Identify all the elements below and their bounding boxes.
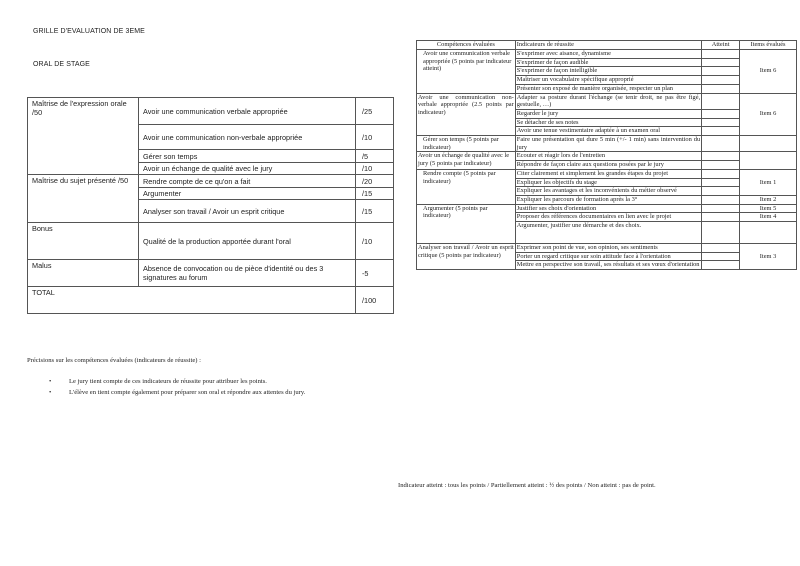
header-indicators: Indicateurs de réussite [515, 41, 701, 50]
atteint-cell [702, 50, 740, 59]
header-items: Items évalués [740, 41, 797, 50]
indicator-cell: Ecouter et réagir lors de l'entretien [515, 152, 701, 161]
category-cell: Maîtrise du sujet présenté /50 [28, 175, 139, 223]
competence-cell: Rendre compte (5 points par indicateur) [417, 169, 516, 204]
competence-cell: Avoir une communication non- verbale appropriée (2.5 points par indicateur) [417, 93, 516, 136]
atteint-cell [702, 195, 740, 204]
page-title: GRILLE D'EVALUATION DE 3EME [33, 28, 145, 35]
item-cell [740, 152, 797, 169]
atteint-cell [702, 127, 740, 136]
scoring-note: Indicateur atteint : tous les points / Partiellement atteint : ½ des points / Non atteint : pas de point. [398, 482, 656, 489]
indicator-cell: Faire une présentation qui dure 5 min (+/- 1 min) sans intervention du jury [516, 136, 701, 151]
criterion-cell: Avoir un échange de qualité avec le jury [139, 163, 356, 175]
atteint-cell [702, 213, 740, 222]
points-cell: /15 [356, 200, 394, 223]
points-cell: /10 [356, 223, 394, 260]
indicator-cell: Expliquer les parcours de formation après la 3° [515, 195, 701, 204]
item-cell: Item 6 [740, 50, 797, 94]
competence-cell: Gérer son temps (5 points par indicateur) [417, 136, 516, 152]
indicator-cell: Répondre de façon claire aux questions posées par le jury [515, 161, 701, 170]
table-row [28, 175, 394, 188]
item-cell: Item 4 [740, 213, 797, 222]
competence-cell: Avoir une communication verbale appropriée (5 points par indicateur atteint) [417, 50, 516, 94]
indicator-cell: Justifier ses choix d'orientation [515, 204, 701, 213]
competence-cell: Avoir un échange de qualité avec le jury (5 points par indicateur) [417, 152, 516, 169]
points-cell: /10 [356, 125, 394, 150]
table-row [417, 152, 797, 161]
total-points-cell: /100 [356, 287, 394, 314]
table-row [28, 98, 394, 125]
table-row [417, 136, 797, 152]
indicator-cell: Expliquer les objectifs du stage [515, 178, 701, 187]
competence-cell: Analyser son travail / Avoir un esprit critique (5 points par indicateur) [417, 244, 516, 270]
points-cell: /5 [356, 150, 394, 163]
atteint-cell [702, 204, 740, 213]
list-item [27, 378, 397, 385]
criterion-cell: Qualité de la production apportée durant l'oral [139, 223, 356, 260]
indicator-cell: Regarder le jury [515, 109, 701, 118]
table-row [417, 93, 797, 109]
atteint-cell [702, 169, 740, 178]
atteint-cell [702, 152, 740, 161]
indicator-cell: Avoir une tenue vestimentaire adaptée à un examen oral [515, 127, 701, 136]
criterion-cell: Absence de convocation ou de pièce d'identité ou des 3 signatures au forum [139, 260, 356, 287]
table-row [417, 244, 797, 253]
atteint-cell [702, 109, 740, 118]
indicator-cell: Proposer des références documentaires en lien avec le projet [515, 213, 701, 222]
criterion-cell: Argumenter [139, 188, 356, 200]
item-cell: Item 3 [740, 244, 797, 270]
criterion-cell: Avoir une communication non-verbale appropriée [139, 125, 356, 150]
note-text: Le jury tient compte de ces indicateurs de réussite pour attribuer les points. [69, 378, 267, 385]
item-cell: Item 2 [740, 195, 797, 204]
atteint-cell [702, 187, 740, 196]
indicator-cell: Présenter son exposé de manière organisée, respecter un plan [515, 84, 701, 93]
indicator-cell: Argumenter, justifier une démarche et des choix. [515, 222, 701, 244]
indicator-cell: Adapter sa posture durant l'échange (se tenir droit, ne pas être figé, gestuelle, …) [516, 93, 701, 109]
points-cell: /25 [356, 98, 394, 125]
table-row [417, 204, 797, 213]
notes-list [27, 378, 397, 400]
indicator-cell: S'exprimer de façon audible [515, 58, 701, 67]
grading-table [27, 97, 394, 314]
criterion-cell: Avoir une communication verbale appropriée [139, 98, 356, 125]
notes-heading: Précisions sur les compétences évaluées (indicateurs de réussite) : [27, 357, 201, 364]
points-cell: /15 [356, 188, 394, 200]
atteint-cell [702, 178, 740, 187]
item-cell [740, 222, 797, 244]
atteint-cell [702, 136, 740, 152]
atteint-cell [702, 67, 740, 76]
bullet-icon: • [49, 378, 52, 385]
atteint-cell [702, 118, 740, 127]
criterion-cell: Rendre compte de ce qu'on a fait [139, 175, 356, 188]
header-atteint: Atteint [702, 41, 740, 50]
note-text: L'élève en tient compte également pour préparer son oral et répondre aux attentes du jury. [69, 389, 306, 396]
table-row [28, 287, 394, 314]
criterion-cell: Gérer son temps [139, 150, 356, 163]
atteint-cell [702, 58, 740, 67]
table-row [28, 223, 394, 260]
atteint-cell [702, 244, 740, 253]
header-competences: Compétences évaluées [417, 41, 516, 50]
item-cell: Item 1 [740, 169, 797, 195]
indicator-cell: Porter un regard critique sur soin attitude face à l'orientation [515, 252, 701, 261]
indicators-table [416, 40, 797, 270]
indicator-cell: S'exprimer avec aisance, dynamisme [515, 50, 701, 59]
points-cell: /20 [356, 175, 394, 188]
item-cell [740, 136, 797, 152]
list-item [27, 389, 397, 396]
table-row [417, 169, 797, 178]
total-label-cell: TOTAL [28, 287, 356, 314]
atteint-cell [702, 76, 740, 85]
atteint-cell [702, 161, 740, 170]
category-cell: Maîtrise de l'expression orale /50 [28, 98, 139, 175]
points-cell: -5 [356, 260, 394, 287]
table-header-row [417, 41, 797, 50]
category-cell: Bonus [28, 223, 139, 260]
points-cell: /10 [356, 163, 394, 175]
competence-cell: Argumenter (5 points par indicateur) [417, 204, 516, 243]
indicator-cell: Citer clairement et simplement les grandes étapes du projet [515, 169, 701, 178]
indicator-cell: Exprimer son point de vue, son opinion, ses sentiments [515, 244, 701, 253]
indicator-cell: S'exprimer de façon intelligible [515, 67, 701, 76]
item-cell: Item 6 [740, 93, 797, 136]
indicator-cell: Se détacher de ses notes [515, 118, 701, 127]
table-row [28, 260, 394, 287]
bullet-icon: • [49, 389, 52, 396]
atteint-cell [702, 222, 740, 244]
table-row [417, 50, 797, 59]
criterion-cell: Analyser son travail / Avoir un esprit critique [139, 200, 356, 223]
atteint-cell [702, 84, 740, 93]
atteint-cell [702, 93, 740, 109]
atteint-cell [702, 252, 740, 261]
indicator-cell: Expliquer les avantages et les inconvénients du métier observé [515, 187, 701, 196]
indicator-cell: Maîtriser un vocabulaire spécifique approprié [515, 76, 701, 85]
item-cell: Item 5 [740, 204, 797, 213]
page-subtitle: ORAL DE STAGE [33, 61, 90, 68]
category-cell: Malus [28, 260, 139, 287]
atteint-cell [702, 261, 740, 270]
indicator-cell: Mettre en perspective son travail, ses résultats et ses vœux d'orientation [515, 261, 701, 270]
